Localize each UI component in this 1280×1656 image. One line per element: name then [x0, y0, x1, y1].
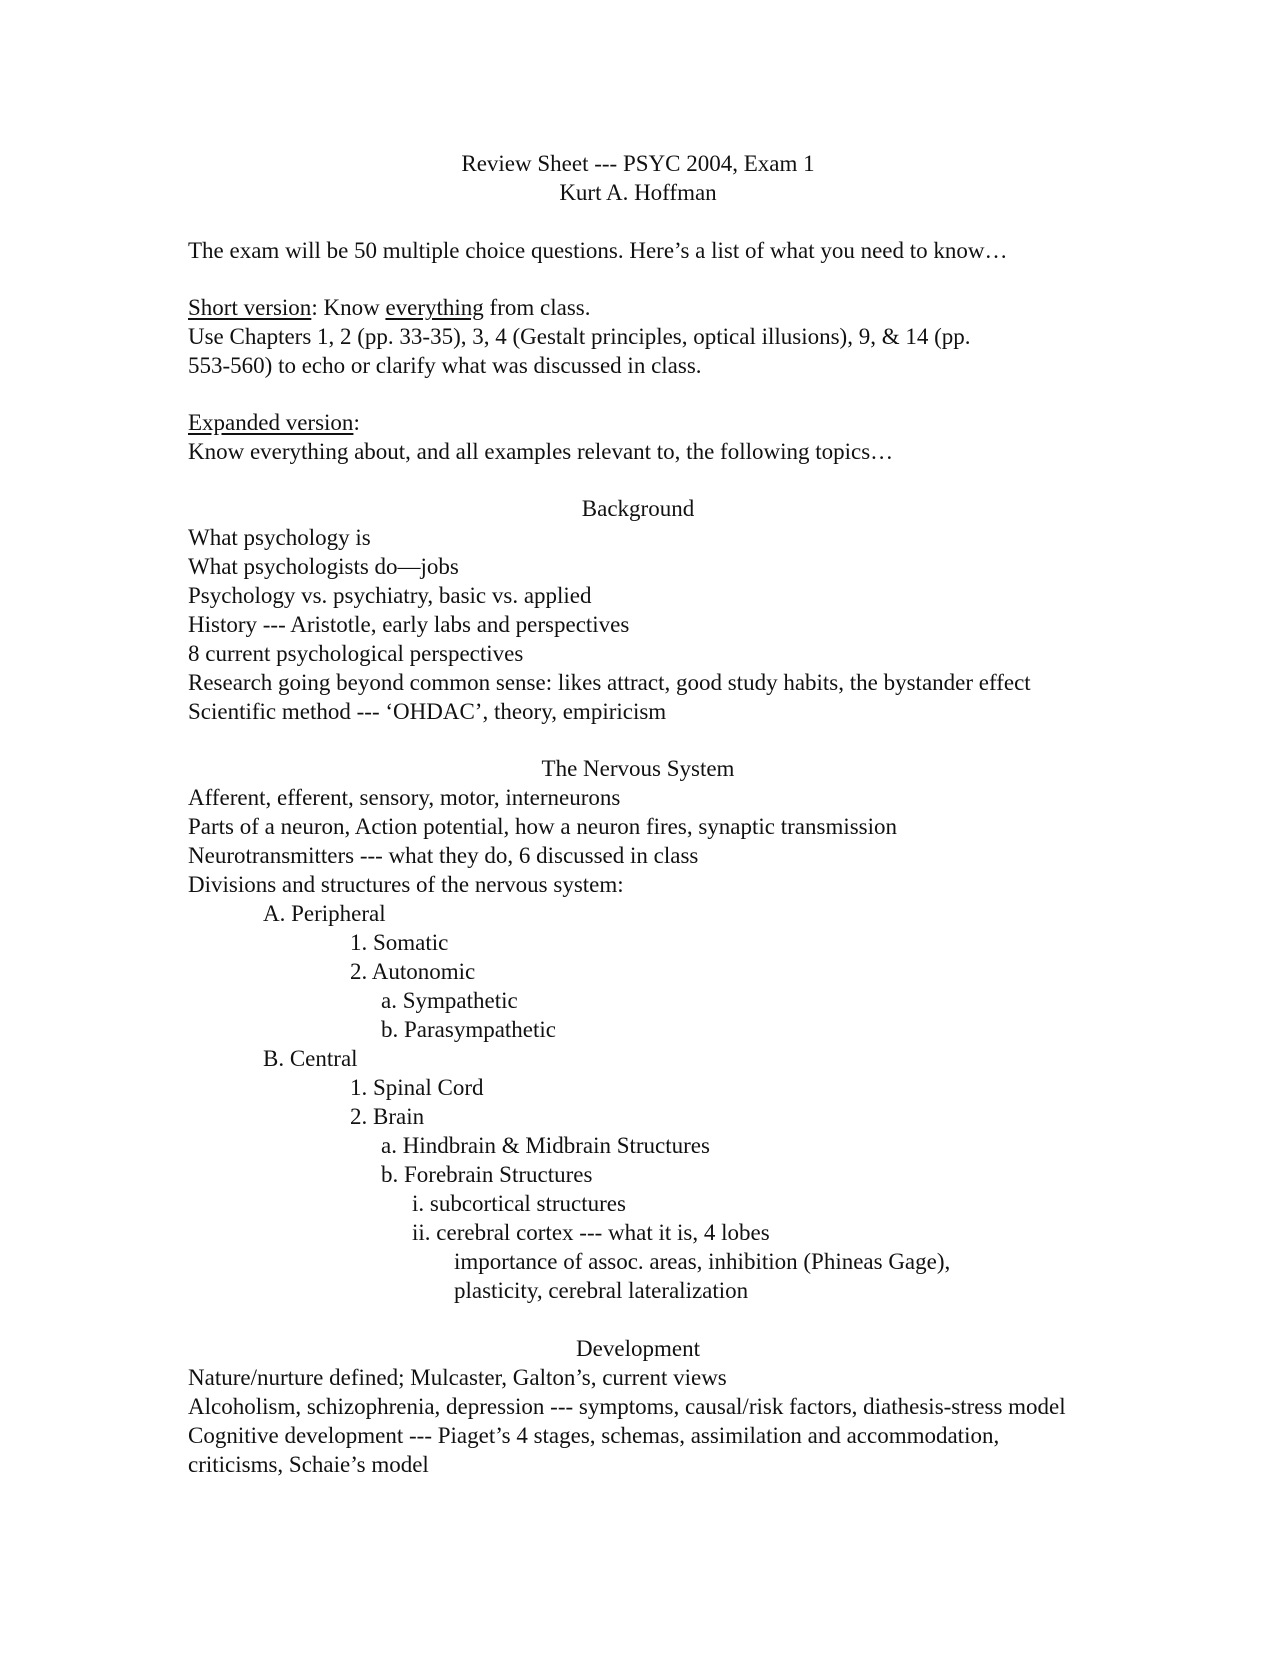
short-version-chapters-line-2: 553-560) to echo or clarify what was discussed in class.	[188, 353, 702, 378]
background-item: What psychologists do—jobs	[188, 554, 459, 579]
outline-item: plasticity, cerebral lateralization	[454, 1278, 749, 1303]
background-item: 8 current psychological perspectives	[188, 641, 524, 666]
development-item: Cognitive development --- Piaget’s 4 stages, schemas, assimilation and accommodation,	[188, 1423, 1000, 1448]
outline-item: b. Parasympathetic	[381, 1017, 557, 1042]
document-author: Kurt A. Hoffman	[559, 180, 717, 205]
outline-item: importance of assoc. areas, inhibition (Phineas Gage),	[454, 1249, 951, 1274]
background-item: What psychology is	[188, 525, 371, 550]
development-item: Alcoholism, schizophrenia, depression --- symptoms, causal/risk factors, diathesis-stress model	[188, 1394, 1066, 1419]
outline-item: b. Forebrain Structures	[381, 1162, 593, 1187]
expanded-version-label: Expanded version	[188, 410, 354, 435]
background-item: Psychology vs. psychiatry, basic vs. applied	[188, 583, 592, 608]
outline-item: a. Hindbrain & Midbrain Structures	[381, 1133, 710, 1158]
background-item: History --- Aristotle, early labs and perspectives	[188, 612, 630, 637]
outline-item: 1. Somatic	[350, 930, 449, 955]
outline-item: ii. cerebral cortex --- what it is, 4 lobes	[412, 1220, 770, 1245]
short-version-text-before: : Know	[311, 295, 386, 320]
short-version-text-after: from class.	[483, 295, 591, 320]
section-heading-development: Development	[576, 1336, 700, 1361]
short-version-chapters-line: Use Chapters 1, 2 (pp. 33-35), 3, 4 (Gestalt principles, optical illusions), 9, & 14 (pp.	[188, 324, 971, 349]
background-item: Research going beyond common sense: likes attract, good study habits, the bystander effect	[188, 670, 1031, 695]
outline-item: A. Peripheral	[263, 901, 386, 926]
development-item: Nature/nurture defined; Mulcaster, Galton’s, current views	[188, 1365, 727, 1390]
nervous-system-item: Afferent, efferent, sensory, motor, interneurons	[188, 785, 621, 810]
development-item: criticisms, Schaie’s model	[188, 1452, 429, 1477]
short-version-line	[188, 293, 590, 322]
outline-item: 1. Spinal Cord	[350, 1075, 484, 1100]
short-version-emphasis: everything	[385, 295, 484, 320]
outline-item: a. Sympathetic	[381, 988, 518, 1013]
nervous-system-item: Divisions and structures of the nervous system:	[188, 872, 624, 897]
outline-item: i. subcortical structures	[412, 1191, 626, 1216]
section-heading-background: Background	[581, 496, 695, 521]
outline-item: 2. Brain	[350, 1104, 425, 1129]
nervous-system-item: Parts of a neuron, Action potential, how a neuron fires, synaptic transmission	[188, 814, 898, 839]
short-version-label: Short version	[188, 295, 312, 320]
outline-item: 2. Autonomic	[350, 959, 476, 984]
background-item: Scientific method --- ‘OHDAC’, theory, empiricism	[188, 699, 667, 724]
nervous-system-item: Neurotransmitters --- what they do, 6 discussed in class	[188, 843, 699, 868]
document-title: Review Sheet --- PSYC 2004, Exam 1	[461, 151, 815, 176]
expanded-version-text: Know everything about, and all examples relevant to, the following topics…	[188, 439, 894, 464]
outline-item: B. Central	[263, 1046, 358, 1071]
intro-text: The exam will be 50 multiple choice questions. Here’s a list of what you need to know…	[188, 238, 1008, 263]
expanded-version-line	[188, 408, 360, 437]
expanded-version-colon: :	[353, 410, 360, 435]
section-heading-nervous-system: The Nervous System	[541, 756, 735, 781]
